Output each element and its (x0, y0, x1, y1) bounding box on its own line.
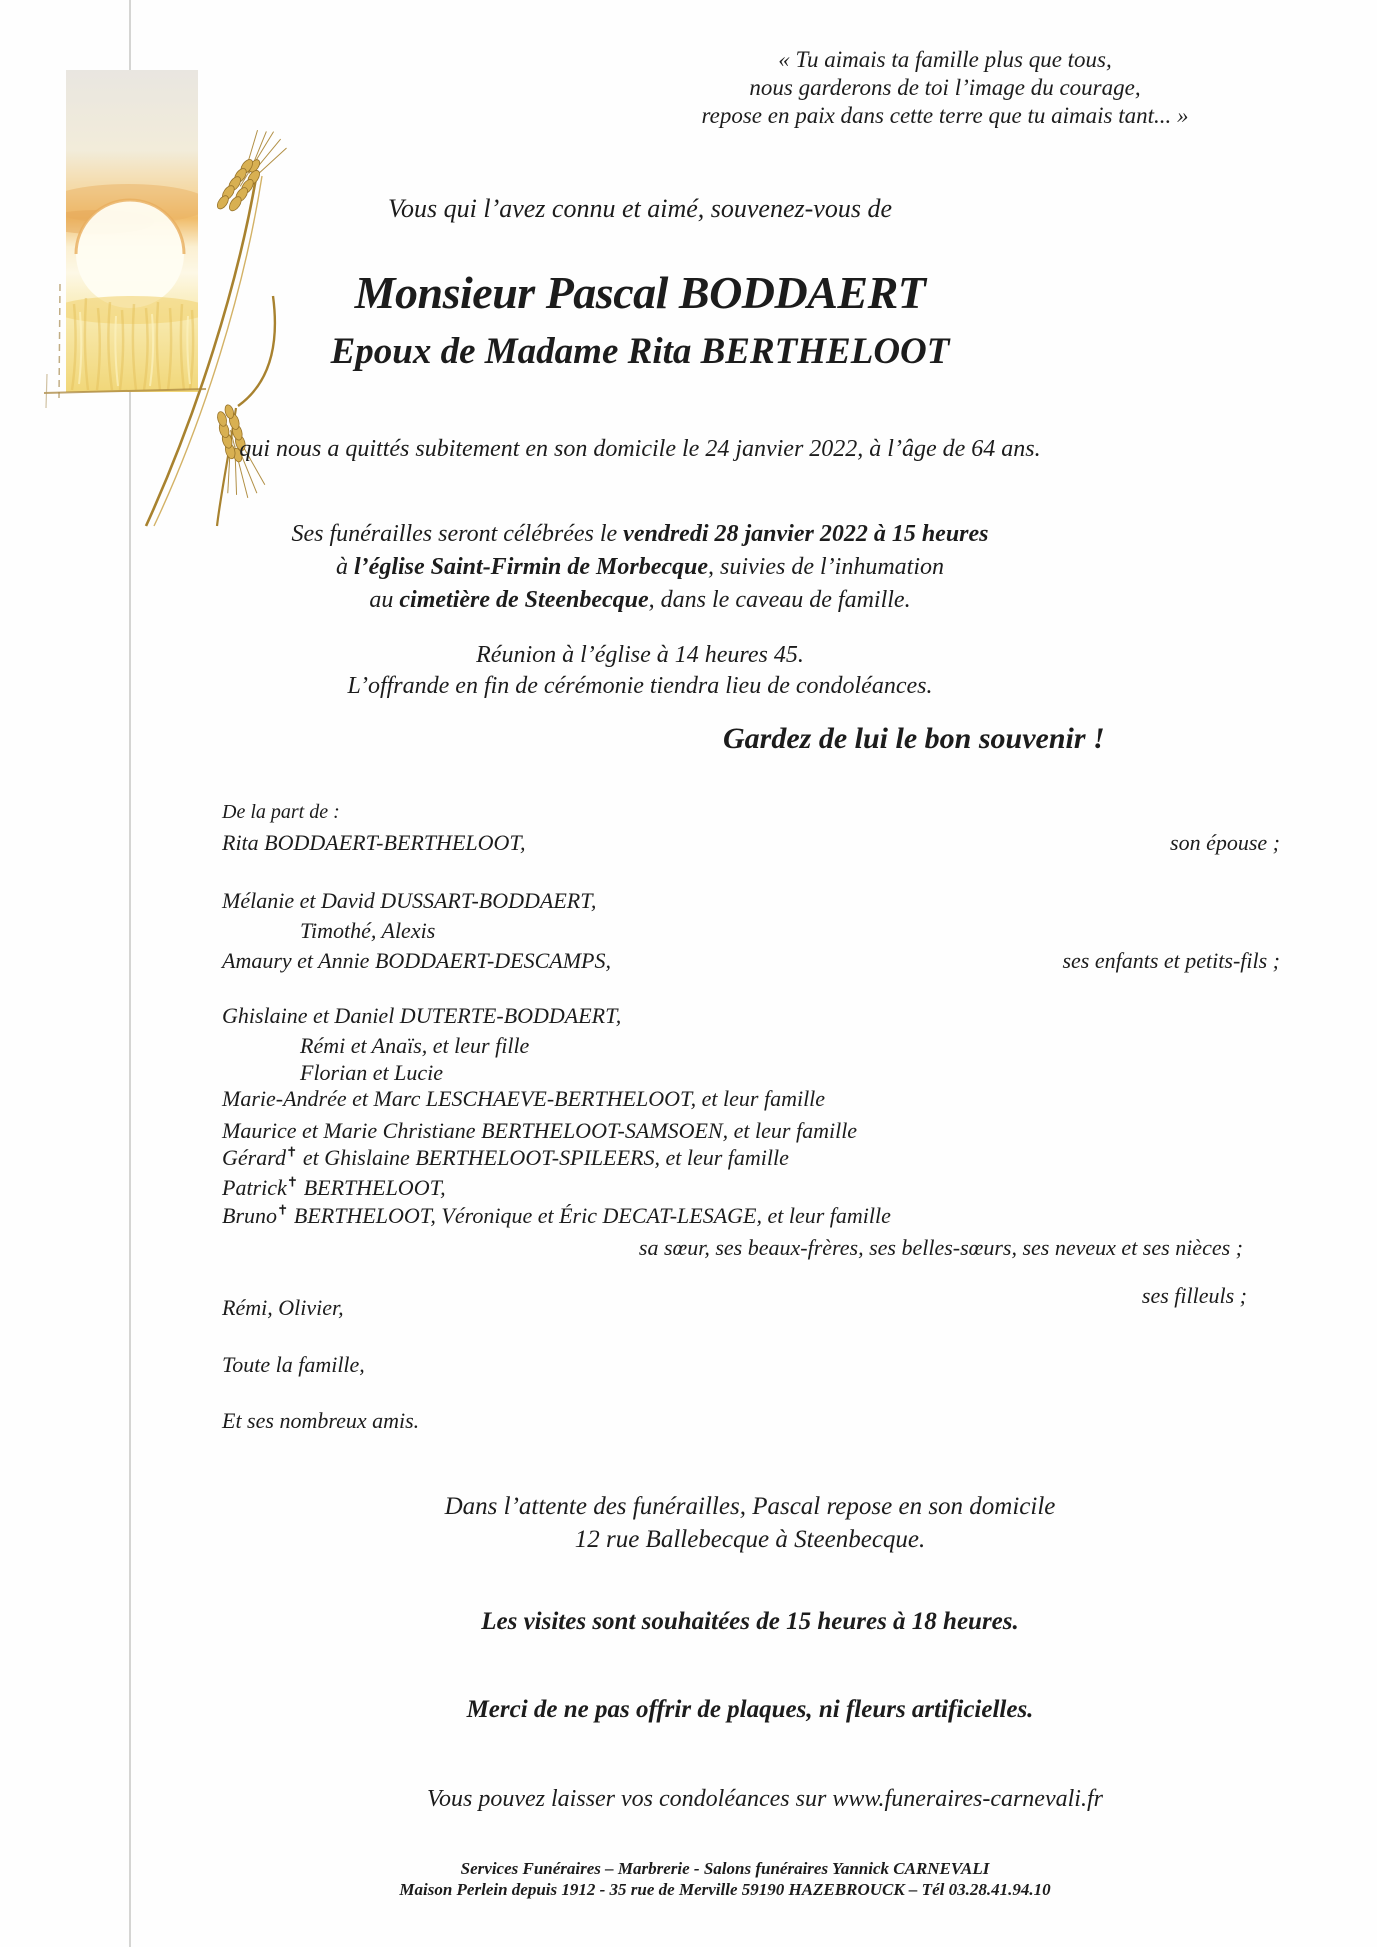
quote-line: nous garderons de toi l’image du courage, (749, 75, 1141, 100)
family-member: Florian et Lucie (300, 1060, 443, 1085)
family-role-label: sa sœur, ses beaux-frères, ses belles-sœurs, ses neveux et ses nièces ; (638, 1235, 1243, 1260)
family-row (0, 1283, 1377, 1322)
funeral-text: au (369, 587, 400, 613)
condolences-website-line: Vous pouvez laisser vos condoléances sur www.funeraires-carnevali.fr (427, 1786, 1103, 1812)
funeral-text: à (336, 554, 355, 580)
wake-location (150, 1490, 1350, 1556)
family-member (222, 1145, 789, 1171)
family-member-name: Gérard (222, 1145, 286, 1170)
reunion-line: Réunion à l’église à 14 heures 45. (476, 642, 804, 668)
quote-line: « Tu aimais ta famille plus que tous, (778, 47, 1112, 72)
epitaph-quote (700, 46, 1190, 130)
family-member-rest: et Ghislaine BERTHELOOT-SPILEERS, et leur famille (297, 1145, 789, 1170)
family-member: Mélanie et David DUSSART-BODDAERT, (222, 888, 597, 913)
family-member (222, 1203, 891, 1229)
family-role-label: ses filleuls ; (1141, 1283, 1247, 1308)
family-row (0, 1175, 1377, 1202)
family-role-label: son épouse ; (1170, 830, 1280, 855)
intro-line: Vous qui l’avez connu et aimé, souvenez-vous de (388, 194, 892, 223)
family-member: Et ses nombreux amis. (222, 1408, 420, 1433)
footer-line-2: Maison Perlein depuis 1912 - 35 rue de Merville 59190 HAZEBROUCK – Tél 03.28.41.94.10 (399, 1880, 1051, 1899)
family-row (0, 1060, 1377, 1087)
family-row (0, 1003, 1377, 1030)
family-member-name: Bruno (222, 1203, 277, 1228)
family-row (0, 1203, 1377, 1230)
family-member: Amaury et Annie BODDAERT-DESCAMPS, (222, 948, 611, 973)
funeral-line-1 (0, 518, 1280, 551)
offrande-line: L’offrande en fin de cérémonie tiendra lieu de condoléances. (347, 673, 933, 699)
family-member: Marie-Andrée et Marc LESCHAEVE-BERTHELOOT, et leur famille (222, 1086, 826, 1111)
funeral-line-2 (0, 551, 1280, 584)
family-heading: De la part de : (222, 801, 340, 823)
death-notice: qui nous a quittés subitement en son domicile le 24 janvier 2022, à l’âge de 64 ans. (239, 436, 1041, 462)
funeral-text: , suivies de l’inhumation (708, 554, 944, 580)
family-member-name: Patrick (222, 1175, 287, 1200)
visits-notice: Les visites sont souhaitées de 15 heures à 18 heures. (481, 1608, 1019, 1635)
family-row (0, 1118, 1377, 1145)
family-row (0, 948, 1377, 975)
family-member-rest: BERTHELOOT, (298, 1175, 446, 1200)
funeral-text: , dans le caveau de famille. (648, 587, 911, 613)
family-member (222, 1175, 446, 1201)
funeral-home-footer (120, 1858, 1330, 1900)
family-member: Toute la famille, (222, 1352, 365, 1377)
funeral-date-bold: vendredi 28 janvier 2022 à 15 heures (623, 521, 989, 547)
family-row (0, 1033, 1377, 1060)
deceased-spouse-subtitle: Epoux de Madame Rita BERTHELOOT (330, 331, 950, 372)
family-member: Ghislaine et Daniel DUTERTE-BODDAERT, (222, 1003, 622, 1028)
funeral-details (0, 518, 1280, 617)
family-row (0, 830, 1377, 857)
no-flowers-notice: Merci de ne pas offrir de plaques, ni fleurs artificielles. (466, 1696, 1034, 1723)
deceased-cross-icon: ✝ (285, 1144, 298, 1160)
funeral-cemetery-bold: cimetière de Steenbecque (399, 587, 649, 613)
family-member: Maurice et Marie Christiane BERTHELOOT-SAMSOEN, et leur famille (222, 1118, 858, 1143)
remembrance-line: Gardez de lui le bon souvenir ! (723, 722, 1105, 755)
wake-line-2: 12 rue Ballebecque à Steenbecque. (574, 1526, 926, 1553)
deceased-name-title: Monsieur Pascal BODDAERT (354, 267, 926, 318)
family-row (0, 1145, 1377, 1172)
deceased-cross-icon: ✝ (277, 1202, 289, 1218)
family-member: Rémi et Anaïs, et leur fille (300, 1033, 530, 1058)
family-row (0, 888, 1377, 915)
family-member-rest: BERTHELOOT, Véronique et Éric DECAT-LESAGE, et leur famille (288, 1203, 891, 1228)
wake-line-1: Dans l’attente des funérailles, Pascal repose en son domicile (444, 1493, 1056, 1520)
family-row (0, 918, 1377, 945)
family-role-label: ses enfants et petits-fils ; (1062, 948, 1280, 973)
ceremony-notes (0, 640, 1280, 702)
family-member: Rémi, Olivier, (222, 1295, 344, 1320)
funeral-church-bold: l’église Saint-Firmin de Morbecque (354, 554, 709, 580)
quote-line: repose en paix dans cette terre que tu aimais tant... » (701, 103, 1189, 128)
funeral-text: Ses funérailles seront célébrées le (291, 521, 624, 547)
family-row (0, 1235, 1377, 1262)
footer-line-1: Services Funéraires – Marbrerie - Salons funéraires Yannick CARNEVALI (460, 1859, 990, 1878)
deceased-cross-icon: ✝ (286, 1174, 299, 1190)
family-member: Timothé, Alexis (300, 918, 436, 943)
funeral-line-3 (0, 584, 1280, 617)
family-row (0, 1086, 1377, 1113)
family-row (0, 1408, 1377, 1435)
family-row (0, 1352, 1377, 1379)
family-member: Rita BODDAERT-BERTHELOOT, (222, 830, 526, 855)
